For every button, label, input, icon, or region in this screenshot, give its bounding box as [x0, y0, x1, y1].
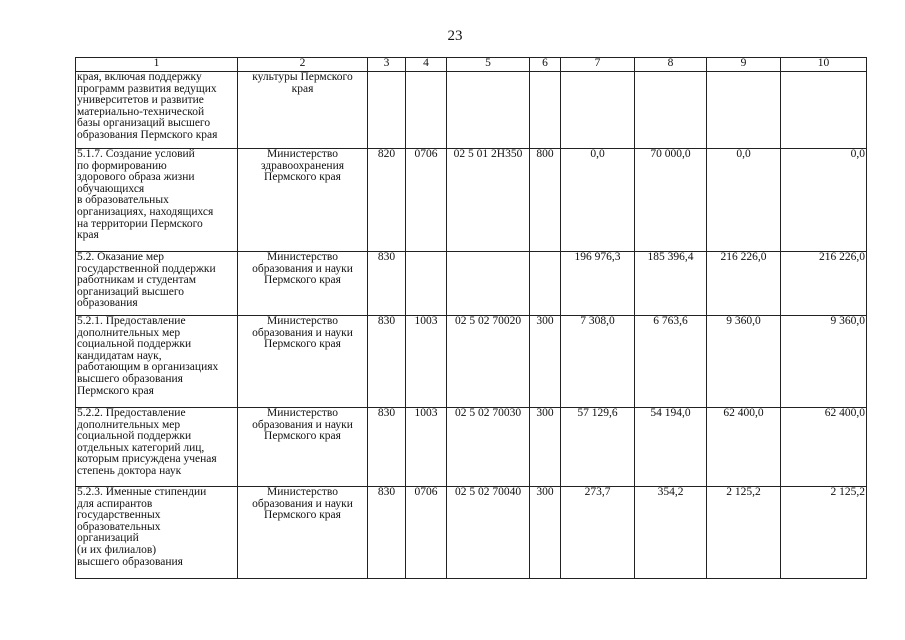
description-line: обучающихся: [77, 182, 145, 195]
executor-line: образования и науки: [252, 326, 353, 339]
description-line: на территории Пермского: [77, 217, 203, 230]
amount-col-10: 216 226,0: [781, 252, 867, 316]
amount-col-7: 273,7: [561, 487, 635, 579]
executor-line: Пермского края: [264, 274, 341, 287]
amount-col-7: 57 129,6: [561, 408, 635, 487]
row-description: [76, 72, 238, 149]
description-line: здорового образа жизни: [77, 171, 195, 184]
description-line: 5.1.7. Создание условий: [77, 148, 195, 160]
amount-col-7: 0,0: [561, 149, 635, 252]
description-line: государственных: [77, 509, 161, 522]
description-line: высшего образования: [77, 372, 183, 385]
executor-line: Пермского края: [264, 171, 341, 184]
description-line: дополнительных мер: [77, 418, 181, 431]
gradmin-code: 830: [368, 487, 406, 579]
gradmin-code: 820: [368, 149, 406, 252]
target-article-code: 02 5 02 70020: [447, 316, 530, 408]
description-line: 5.2. Оказание мер: [77, 251, 165, 263]
executor-line: Пермского края: [264, 509, 341, 522]
column-header: 10: [781, 58, 867, 72]
row-description: [76, 408, 238, 487]
executor-line: Министерство: [267, 315, 338, 327]
header-row: [76, 58, 867, 72]
description-line: отдельных категорий лиц,: [77, 441, 205, 454]
amount-col-10: 0,0: [781, 149, 867, 252]
description-line: 5.2.2. Предоставление: [77, 407, 186, 419]
description-line: для аспирантов: [77, 497, 153, 510]
section-code: [406, 72, 447, 149]
executor-line: культуры Пермского: [252, 71, 353, 83]
target-article-code: 02 5 01 2Н350: [447, 149, 530, 252]
description-line: Пермского края: [77, 384, 154, 397]
amount-col-8: 185 396,4: [635, 252, 707, 316]
description-line: программ развития ведущих: [77, 82, 217, 95]
column-header: 6: [530, 58, 561, 72]
gradmin-code: 830: [368, 408, 406, 487]
row-executor: [238, 487, 368, 579]
amount-col-10: [781, 72, 867, 149]
executor-line: образования и науки: [252, 497, 353, 510]
expense-type-code: 300: [530, 487, 561, 579]
section-code: 0706: [406, 487, 447, 579]
amount-col-8: [635, 72, 707, 149]
column-header: 1: [76, 58, 238, 72]
description-line: образования Пермского края: [77, 128, 218, 141]
amount-col-9: 9 360,0: [707, 316, 781, 408]
row-executor: [238, 149, 368, 252]
amount-col-10: 2 125,2: [781, 487, 867, 579]
amount-col-9: 0,0: [707, 149, 781, 252]
expense-type-code: [530, 252, 561, 316]
expense-type-code: 300: [530, 316, 561, 408]
amount-col-7: [561, 72, 635, 149]
executor-line: Министерство: [267, 251, 338, 263]
description-line: 5.2.1. Предоставление: [77, 315, 186, 327]
table-row: [76, 149, 867, 252]
description-line: дополнительных мер: [77, 326, 181, 339]
description-line: университетов и развитие: [77, 94, 204, 107]
amount-col-9: 62 400,0: [707, 408, 781, 487]
row-description: [76, 487, 238, 579]
expense-type-code: 300: [530, 408, 561, 487]
page-number: 23: [447, 28, 463, 44]
description-line: (и их филиалов): [77, 543, 157, 556]
budget-table: [75, 57, 867, 579]
table-row: [76, 252, 867, 316]
target-article-code: [447, 252, 530, 316]
section-code: 1003: [406, 316, 447, 408]
table-row: [76, 72, 867, 149]
table-row: [76, 487, 867, 579]
description-line: по формированию: [77, 159, 167, 172]
section-code: 0706: [406, 149, 447, 252]
executor-line: Министерство: [267, 407, 338, 419]
description-line: базы организаций высшего: [77, 117, 211, 130]
description-line: края: [77, 229, 99, 242]
description-line: социальной поддержки: [77, 338, 192, 351]
description-line: работающим в организациях: [77, 361, 219, 374]
amount-col-8: 70 000,0: [635, 149, 707, 252]
executor-line: образования и науки: [252, 418, 353, 431]
column-header: 2: [238, 58, 368, 72]
description-line: социальной поддержки: [77, 430, 192, 443]
column-header: 3: [368, 58, 406, 72]
amount-col-7: 196 976,3: [561, 252, 635, 316]
executor-line: Пермского края: [264, 338, 341, 351]
table-row: [76, 408, 867, 487]
description-line: кандидатам наук,: [77, 349, 162, 362]
amount-col-8: 6 763,6: [635, 316, 707, 408]
description-line: образовательных: [77, 520, 161, 533]
row-executor: [238, 316, 368, 408]
description-line: 5.2.3. Именные стипендии: [77, 486, 207, 498]
column-header: 4: [406, 58, 447, 72]
amount-col-9: 216 226,0: [707, 252, 781, 316]
amount-col-8: 54 194,0: [635, 408, 707, 487]
row-description: [76, 252, 238, 316]
description-line: работникам и студентам: [77, 274, 196, 287]
amount-col-7: 7 308,0: [561, 316, 635, 408]
column-header: 8: [635, 58, 707, 72]
executor-line: Министерство: [267, 148, 338, 160]
gradmin-code: [368, 72, 406, 149]
row-description: [76, 149, 238, 252]
executor-line: Министерство: [267, 486, 338, 498]
description-line: образования: [77, 297, 138, 310]
description-line: материально-технической: [77, 105, 205, 118]
column-header: 7: [561, 58, 635, 72]
description-line: организаций высшего: [77, 285, 185, 298]
row-description: [76, 316, 238, 408]
amount-col-8: 354,2: [635, 487, 707, 579]
description-line: государственной поддержки: [77, 262, 216, 275]
amount-col-9: [707, 72, 781, 149]
expense-type-code: [530, 72, 561, 149]
row-executor: [238, 72, 368, 149]
executor-line: Пермского края: [264, 430, 341, 443]
column-header: 5: [447, 58, 530, 72]
column-header: 9: [707, 58, 781, 72]
amount-col-10: 9 360,0: [781, 316, 867, 408]
description-line: которым присуждена ученая: [77, 453, 217, 466]
expense-type-code: 800: [530, 149, 561, 252]
target-article-code: [447, 72, 530, 149]
executor-line: образования и науки: [252, 262, 353, 275]
target-article-code: 02 5 02 70030: [447, 408, 530, 487]
executor-line: края: [291, 82, 314, 95]
section-code: 1003: [406, 408, 447, 487]
gradmin-code: 830: [368, 316, 406, 408]
description-line: организациях, находящихся: [77, 205, 214, 218]
target-article-code: 02 5 02 70040: [447, 487, 530, 579]
description-line: организаций: [77, 532, 139, 545]
amount-col-9: 2 125,2: [707, 487, 781, 579]
description-line: степень доктора наук: [77, 464, 182, 477]
row-executor: [238, 252, 368, 316]
amount-col-10: 62 400,0: [781, 408, 867, 487]
section-code: [406, 252, 447, 316]
gradmin-code: 830: [368, 252, 406, 316]
description-line: высшего образования: [77, 555, 183, 568]
executor-line: здравоохранения: [260, 159, 345, 172]
row-executor: [238, 408, 368, 487]
description-line: края, включая поддержку: [77, 71, 202, 83]
table-row: [76, 316, 867, 408]
description-line: в образовательных: [77, 194, 169, 207]
